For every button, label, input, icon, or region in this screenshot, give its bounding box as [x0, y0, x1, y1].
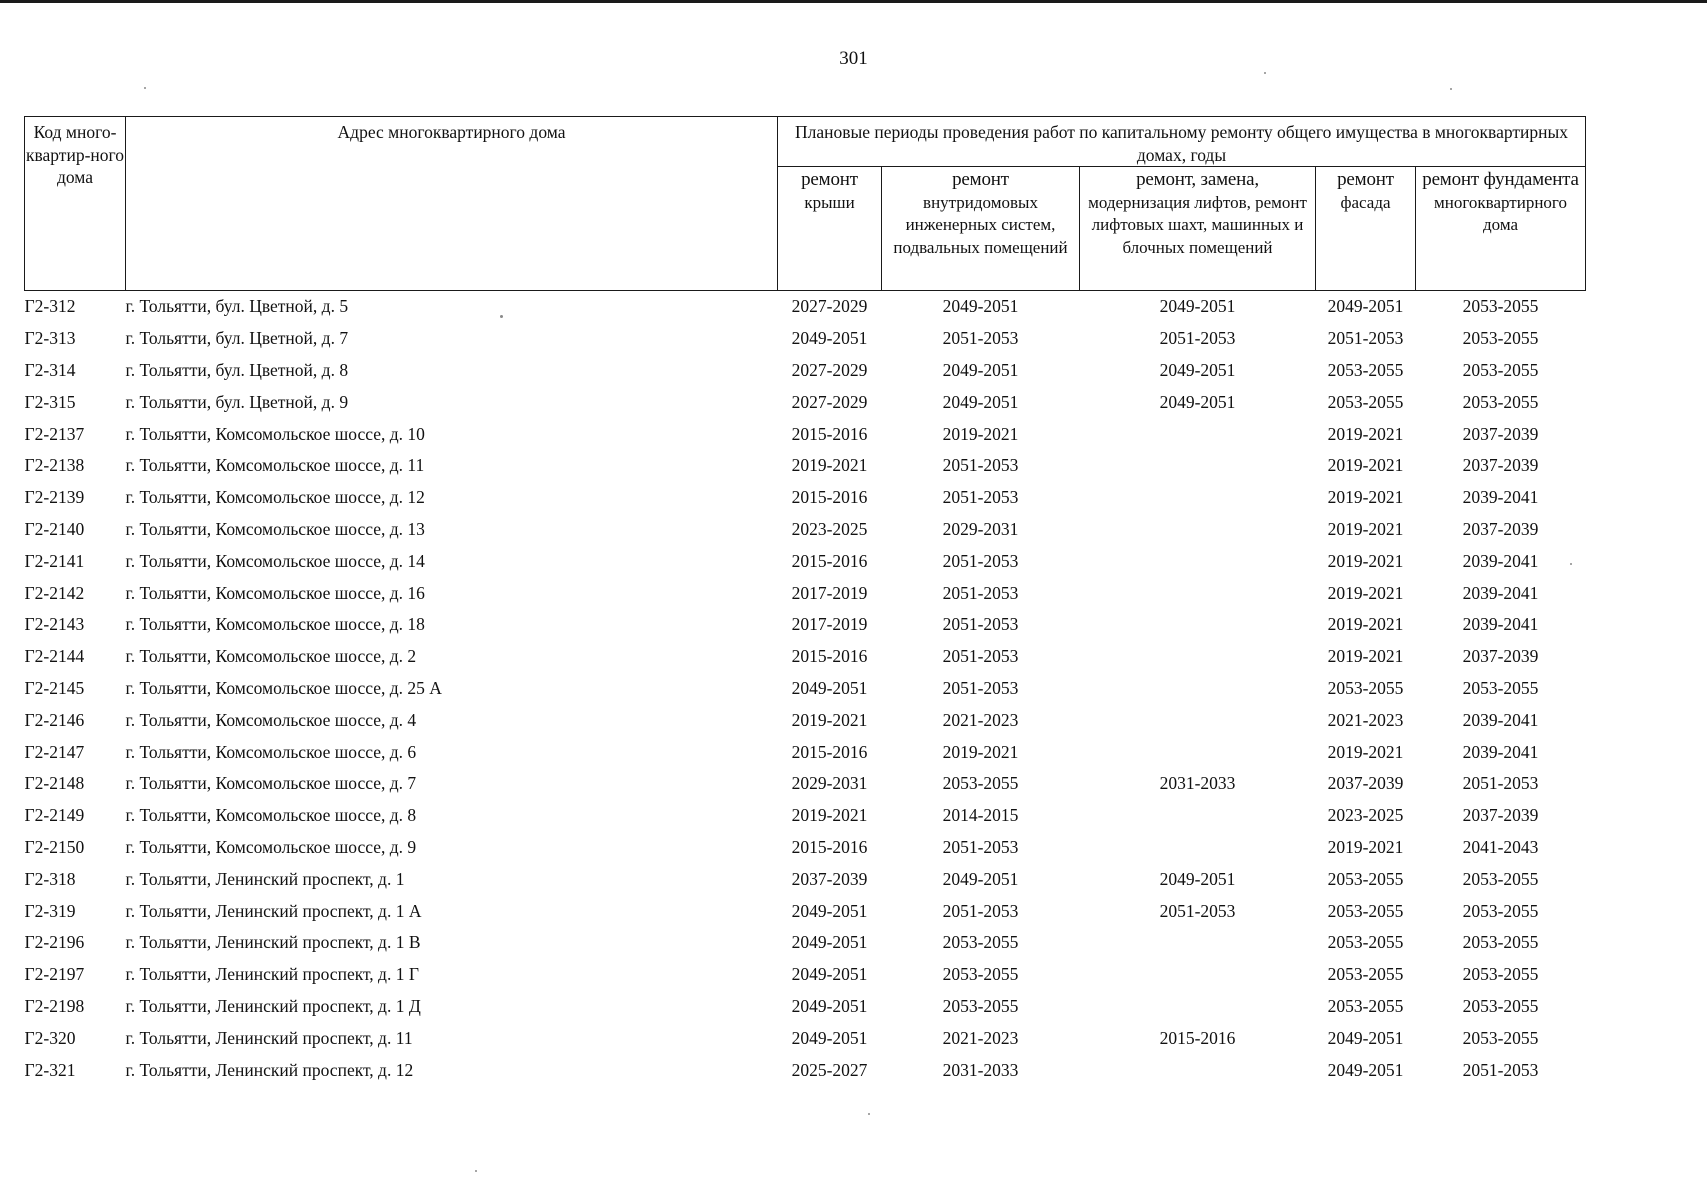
cell-facade-period: 2051-2053: [1327, 328, 1404, 349]
cell-building-code: Г2-2148: [24, 773, 85, 794]
cell-roof-period: 2015-2016: [791, 836, 868, 857]
header-elevators-line1: ремонт, замена,: [1136, 169, 1259, 190]
cell-elevators-period: [1080, 991, 1316, 1023]
table-row: [25, 736, 1586, 768]
cell-roof-period: 2015-2016: [791, 741, 868, 762]
cell-facade-period: 2053-2055: [1327, 677, 1404, 698]
cell-roof-period: 2019-2021: [791, 455, 868, 476]
cell-elevators-period: [1080, 482, 1316, 514]
cell-address: г. Тольятти, Ленинский проспект, д. 1: [125, 868, 405, 889]
cell-systems-period: 2051-2053: [942, 900, 1019, 921]
cell-building-code: Г2-319: [24, 900, 76, 921]
cell-foundation-period: 2053-2055: [1462, 964, 1539, 985]
cell-address: г. Тольятти, бул. Цветной, д. 8: [125, 359, 349, 380]
cell-roof-period: 2049-2051: [791, 932, 868, 953]
cell-systems-period: 2053-2055: [942, 964, 1019, 985]
scan-speck: [868, 1113, 870, 1115]
table-row: [25, 1054, 1586, 1086]
cell-foundation-period: 2053-2055: [1462, 900, 1539, 921]
scan-speck: [1450, 88, 1452, 90]
cell-elevators-period: 2031-2033: [1159, 773, 1236, 794]
cell-facade-period: 2019-2021: [1327, 518, 1404, 539]
cell-building-code: Г2-2198: [24, 995, 85, 1016]
cell-facade-period: 2019-2021: [1327, 582, 1404, 603]
table-row: [25, 991, 1586, 1023]
cell-systems-period: 2053-2055: [942, 932, 1019, 953]
cell-foundation-period: 2039-2041: [1462, 550, 1539, 571]
cell-building-code: Г2-2141: [24, 550, 85, 571]
cell-elevators-period: [1080, 577, 1316, 609]
cell-systems-period: 2049-2051: [942, 868, 1019, 889]
table-row: [25, 768, 1586, 800]
repair-schedule-table: [24, 116, 1586, 1086]
cell-systems-period: 2053-2055: [942, 773, 1019, 794]
cell-foundation-period: 2053-2055: [1462, 328, 1539, 349]
cell-roof-period: 2049-2051: [791, 964, 868, 985]
cell-building-code: Г2-2146: [24, 709, 85, 730]
cell-roof-period: 2015-2016: [791, 550, 868, 571]
cell-systems-period: 2031-2033: [942, 1059, 1019, 1080]
cell-facade-period: 2023-2025: [1327, 805, 1404, 826]
cell-address: г. Тольятти, Комсомольское шоссе, д. 4: [125, 709, 417, 730]
cell-elevators-period: 2049-2051: [1159, 868, 1236, 889]
cell-address: г. Тольятти, Комсомольское шоссе, д. 6: [125, 741, 417, 762]
cell-building-code: Г2-2140: [24, 518, 85, 539]
cell-elevators-period: [1080, 641, 1316, 673]
cell-address: г. Тольятти, Комсомольское шоссе, д. 25 А: [125, 677, 442, 698]
cell-roof-period: 2019-2021: [791, 805, 868, 826]
cell-roof-period: 2049-2051: [791, 1027, 868, 1048]
table-row: [25, 514, 1586, 546]
cell-systems-period: 2021-2023: [942, 709, 1019, 730]
cell-address: г. Тольятти, бул. Цветной, д. 5: [125, 296, 349, 317]
cell-foundation-period: 2039-2041: [1462, 709, 1539, 730]
cell-elevators-period: [1080, 545, 1316, 577]
cell-address: г. Тольятти, Комсомольское шоссе, д. 12: [125, 487, 425, 508]
header-planned-periods: Плановые периоды проведения работ по капитальному ремонту общего имущества в многоквартирных домах, годы: [778, 117, 1586, 167]
cell-building-code: Г2-313: [24, 328, 76, 349]
cell-facade-period: 2053-2055: [1327, 932, 1404, 953]
cell-address: г. Тольятти, Ленинский проспект, д. 1 В: [125, 932, 421, 953]
cell-foundation-period: 2053-2055: [1462, 932, 1539, 953]
header-roof-line2: крыши: [804, 192, 855, 212]
cell-elevators-period: [1080, 927, 1316, 959]
cell-roof-period: 2029-2031: [791, 773, 868, 794]
cell-building-code: Г2-2196: [24, 932, 85, 953]
table-row: [25, 927, 1586, 959]
cell-elevators-period: 2049-2051: [1159, 296, 1236, 317]
cell-facade-period: 2019-2021: [1327, 741, 1404, 762]
cell-address: г. Тольятти, Ленинский проспект, д. 1 А: [125, 900, 422, 921]
cell-foundation-period: 2053-2055: [1462, 296, 1539, 317]
cell-building-code: Г2-315: [24, 391, 76, 412]
header-foundation-line2: многоквартирного дома: [1434, 192, 1567, 234]
cell-facade-period: 2049-2051: [1327, 1059, 1404, 1080]
cell-address: г. Тольятти, Комсомольское шоссе, д. 10: [125, 423, 425, 444]
table-row: [25, 609, 1586, 641]
table-body: [25, 291, 1586, 1086]
cell-systems-period: 2051-2053: [942, 550, 1019, 571]
cell-roof-period: 2037-2039: [791, 868, 868, 889]
cell-facade-period: 2053-2055: [1327, 995, 1404, 1016]
cell-facade-period: 2049-2051: [1327, 1027, 1404, 1048]
cell-building-code: Г2-321: [24, 1059, 76, 1080]
cell-facade-period: 2021-2023: [1327, 709, 1404, 730]
cell-systems-period: 2019-2021: [942, 741, 1019, 762]
cell-building-code: Г2-320: [24, 1027, 76, 1048]
cell-elevators-period: [1080, 514, 1316, 546]
cell-building-code: Г2-2147: [24, 741, 85, 762]
cell-foundation-period: 2053-2055: [1462, 1027, 1539, 1048]
cell-address: г. Тольятти, Комсомольское шоссе, д. 13: [125, 518, 425, 539]
cell-building-code: Г2-2137: [24, 423, 85, 444]
cell-address: г. Тольятти, Комсомольское шоссе, д. 16: [125, 582, 425, 603]
cell-foundation-period: 2039-2041: [1462, 582, 1539, 603]
cell-roof-period: 2049-2051: [791, 995, 868, 1016]
cell-elevators-period: 2015-2016: [1159, 1027, 1236, 1048]
table-row: [25, 800, 1586, 832]
cell-elevators-period: [1080, 450, 1316, 482]
cell-building-code: Г2-2143: [24, 614, 85, 635]
table-row: [25, 641, 1586, 673]
cell-elevators-period: [1080, 800, 1316, 832]
cell-roof-period: 2049-2051: [791, 900, 868, 921]
cell-elevators-period: [1080, 609, 1316, 641]
table-row: [25, 832, 1586, 864]
cell-systems-period: 2051-2053: [942, 614, 1019, 635]
cell-building-code: Г2-2149: [24, 805, 85, 826]
table-row: [25, 863, 1586, 895]
scan-speck: [1264, 72, 1266, 74]
scan-top-edge: [0, 0, 1707, 3]
cell-systems-period: 2051-2053: [942, 582, 1019, 603]
cell-building-code: Г2-2139: [24, 487, 85, 508]
cell-systems-period: 2019-2021: [942, 423, 1019, 444]
cell-systems-period: 2049-2051: [942, 359, 1019, 380]
cell-facade-period: 2037-2039: [1327, 773, 1404, 794]
cell-address: г. Тольятти, Ленинский проспект, д. 1 Г: [125, 964, 419, 985]
header-systems-line1: ремонт: [952, 169, 1009, 190]
header-facade-line2: фасада: [1340, 192, 1391, 212]
cell-roof-period: 2027-2029: [791, 391, 868, 412]
table-row: [25, 577, 1586, 609]
cell-roof-period: 2019-2021: [791, 709, 868, 730]
cell-roof-period: 2049-2051: [791, 328, 868, 349]
header-foundation-repair: [1416, 167, 1586, 291]
cell-facade-period: 2053-2055: [1327, 868, 1404, 889]
header-foundation-line1: ремонт фундамента: [1422, 169, 1579, 190]
cell-systems-period: 2021-2023: [942, 1027, 1019, 1048]
cell-facade-period: 2053-2055: [1327, 900, 1404, 921]
cell-building-code: Г2-2138: [24, 455, 85, 476]
cell-foundation-period: 2053-2055: [1462, 995, 1539, 1016]
cell-building-code: Г2-312: [24, 296, 76, 317]
cell-address: г. Тольятти, Комсомольское шоссе, д. 7: [125, 773, 417, 794]
cell-address: г. Тольятти, Комсомольское шоссе, д. 18: [125, 614, 425, 635]
header-facade-repair: [1316, 167, 1416, 291]
cell-roof-period: 2015-2016: [791, 487, 868, 508]
table-row: [25, 895, 1586, 927]
cell-building-code: Г2-2145: [24, 677, 85, 698]
cell-foundation-period: 2037-2039: [1462, 805, 1539, 826]
cell-systems-period: 2051-2053: [942, 836, 1019, 857]
cell-facade-period: 2053-2055: [1327, 359, 1404, 380]
cell-roof-period: 2025-2027: [791, 1059, 868, 1080]
cell-systems-period: 2029-2031: [942, 518, 1019, 539]
cell-address: г. Тольятти, Комсомольское шоссе, д. 11: [125, 455, 425, 476]
scan-speck: [144, 87, 146, 89]
cell-foundation-period: 2037-2039: [1462, 646, 1539, 667]
cell-elevators-period: 2051-2053: [1159, 328, 1236, 349]
cell-building-code: Г2-2142: [24, 582, 85, 603]
cell-roof-period: 2017-2019: [791, 614, 868, 635]
cell-foundation-period: 2039-2041: [1462, 741, 1539, 762]
cell-elevators-period: [1080, 704, 1316, 736]
cell-elevators-period: 2049-2051: [1159, 391, 1236, 412]
cell-address: г. Тольятти, Ленинский проспект, д. 12: [125, 1059, 414, 1080]
table-row: [25, 291, 1586, 323]
table-row: [25, 959, 1586, 991]
cell-address: г. Тольятти, бул. Цветной, д. 9: [125, 391, 349, 412]
cell-roof-period: 2015-2016: [791, 646, 868, 667]
cell-foundation-period: 2039-2041: [1462, 487, 1539, 508]
header-roof-repair: [778, 167, 882, 291]
scan-speck: [500, 315, 503, 318]
cell-elevators-period: [1080, 832, 1316, 864]
cell-facade-period: 2019-2021: [1327, 646, 1404, 667]
cell-building-code: Г2-2144: [24, 646, 85, 667]
cell-foundation-period: 2053-2055: [1462, 359, 1539, 380]
header-building-code: Код много-квартир-ного дома: [25, 117, 126, 291]
cell-systems-period: 2051-2053: [942, 487, 1019, 508]
cell-address: г. Тольятти, Комсомольское шоссе, д. 8: [125, 805, 417, 826]
cell-facade-period: 2019-2021: [1327, 455, 1404, 476]
cell-systems-period: 2014-2015: [942, 805, 1019, 826]
header-elevators: [1080, 167, 1316, 291]
cell-elevators-period: [1080, 736, 1316, 768]
table-row: [25, 704, 1586, 736]
cell-facade-period: 2019-2021: [1327, 614, 1404, 635]
cell-foundation-period: 2051-2053: [1462, 773, 1539, 794]
cell-building-code: Г2-2197: [24, 964, 85, 985]
table-row: [25, 1022, 1586, 1054]
cell-foundation-period: 2037-2039: [1462, 518, 1539, 539]
cell-address: г. Тольятти, Ленинский проспект, д. 11: [125, 1027, 413, 1048]
cell-facade-period: 2049-2051: [1327, 296, 1404, 317]
table-row: [25, 386, 1586, 418]
cell-facade-period: 2019-2021: [1327, 836, 1404, 857]
cell-roof-period: 2027-2029: [791, 359, 868, 380]
table-row: [25, 323, 1586, 355]
cell-foundation-period: 2053-2055: [1462, 868, 1539, 889]
cell-address: г. Тольятти, бул. Цветной, д. 7: [125, 328, 349, 349]
header-roof-line1: ремонт: [801, 169, 858, 190]
cell-facade-period: 2019-2021: [1327, 487, 1404, 508]
table-header: [25, 117, 1586, 291]
cell-address: г. Тольятти, Комсомольское шоссе, д. 14: [125, 550, 425, 571]
cell-elevators-period: [1080, 1054, 1316, 1086]
cell-roof-period: 2023-2025: [791, 518, 868, 539]
header-engineering-systems: [882, 167, 1080, 291]
cell-address: г. Тольятти, Комсомольское шоссе, д. 2: [125, 646, 417, 667]
cell-systems-period: 2051-2053: [942, 677, 1019, 698]
cell-systems-period: 2049-2051: [942, 296, 1019, 317]
table-row: [25, 482, 1586, 514]
cell-systems-period: 2051-2053: [942, 328, 1019, 349]
cell-facade-period: 2053-2055: [1327, 964, 1404, 985]
cell-elevators-period: 2051-2053: [1159, 900, 1236, 921]
table-row: [25, 450, 1586, 482]
cell-roof-period: 2027-2029: [791, 296, 868, 317]
cell-elevators-period: [1080, 673, 1316, 705]
scan-speck: [1570, 563, 1572, 565]
header-elevators-line2: модернизация лифтов, ремонт лифтовых шахт, машинных и блочных помещений: [1088, 192, 1307, 257]
table-row: [25, 673, 1586, 705]
cell-foundation-period: 2051-2053: [1462, 1059, 1539, 1080]
cell-systems-period: 2049-2051: [942, 391, 1019, 412]
table-row: [25, 418, 1586, 450]
cell-building-code: Г2-318: [24, 868, 76, 889]
cell-address: г. Тольятти, Комсомольское шоссе, д. 9: [125, 836, 417, 857]
cell-address: г. Тольятти, Ленинский проспект, д. 1 Д: [125, 995, 421, 1016]
cell-systems-period: 2051-2053: [942, 455, 1019, 476]
scan-speck: [475, 1170, 477, 1172]
cell-foundation-period: 2053-2055: [1462, 391, 1539, 412]
page-number: 301: [839, 48, 868, 69]
cell-foundation-period: 2037-2039: [1462, 455, 1539, 476]
cell-roof-period: 2015-2016: [791, 423, 868, 444]
header-address: Адрес многоквартирного дома: [126, 117, 778, 291]
cell-elevators-period: [1080, 959, 1316, 991]
cell-foundation-period: 2039-2041: [1462, 614, 1539, 635]
cell-elevators-period: [1080, 418, 1316, 450]
cell-foundation-period: 2041-2043: [1462, 836, 1539, 857]
cell-facade-period: 2053-2055: [1327, 391, 1404, 412]
cell-facade-period: 2019-2021: [1327, 423, 1404, 444]
header-facade-line1: ремонт: [1337, 169, 1394, 190]
header-systems-line2: внутридомовых инженерных систем, подвальных помещений: [893, 192, 1068, 257]
cell-facade-period: 2019-2021: [1327, 550, 1404, 571]
cell-roof-period: 2017-2019: [791, 582, 868, 603]
table-row: [25, 355, 1586, 387]
cell-building-code: Г2-314: [24, 359, 76, 380]
table-row: [25, 545, 1586, 577]
cell-foundation-period: 2053-2055: [1462, 677, 1539, 698]
cell-building-code: Г2-2150: [24, 836, 85, 857]
header-row-top: [25, 117, 1586, 167]
cell-systems-period: 2053-2055: [942, 995, 1019, 1016]
cell-systems-period: 2051-2053: [942, 646, 1019, 667]
cell-roof-period: 2049-2051: [791, 677, 868, 698]
cell-foundation-period: 2037-2039: [1462, 423, 1539, 444]
cell-elevators-period: 2049-2051: [1159, 359, 1236, 380]
